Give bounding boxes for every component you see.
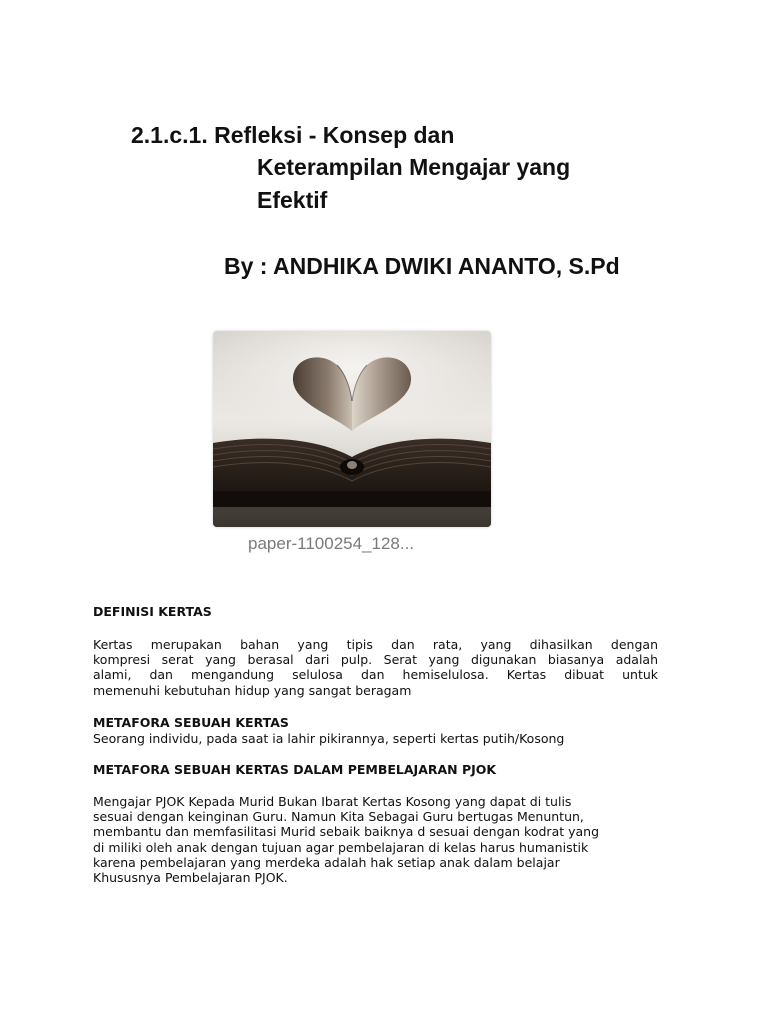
body-line: memenuhi kebutuhan hidup yang sangat beragam bbox=[93, 682, 412, 698]
body-line: membantu dan memfasilitasi Murid sebaik baiknya d sesuai dengan kodrat yang bbox=[93, 824, 600, 840]
section-heading-metafora-pjok: METAFORA SEBUAH KERTAS DALAM PEMBELAJARAN PJOK bbox=[93, 762, 497, 777]
section-body-metafora-pjok bbox=[93, 794, 658, 885]
body-line: alami, dan mengandung selulosa dan hemiselulosa. Kertas dibuat untuk bbox=[93, 667, 658, 683]
body-line: Khususnya Pembelajaran PJOK. bbox=[93, 870, 288, 886]
body-line: di miliki oleh anak dengan tujuan agar pembelajaran di kelas harus humanistik bbox=[93, 839, 589, 855]
section-heading-definisi: DEFINISI KERTAS bbox=[93, 604, 212, 619]
author-line: By : ANDHIKA DWIKI ANANTO, S.Pd bbox=[224, 253, 620, 279]
body-line: Kertas merupakan bahan yang tipis dan rata, yang dihasilkan dengan bbox=[93, 637, 658, 652]
body-line: Seorang individu, pada saat ia lahir pikirannya, seperti kertas putih/Kosong bbox=[93, 731, 565, 746]
document-title-line-3: Efektif bbox=[257, 187, 328, 213]
body-line: Mengajar PJOK Kepada Murid Bukan Ibarat Kertas Kosong yang dapat di tulis bbox=[93, 794, 572, 809]
image-caption: paper-1100254_128... bbox=[248, 534, 415, 553]
section-body-definisi bbox=[93, 637, 658, 698]
heart-book-photo bbox=[213, 331, 491, 527]
section-body-metafora bbox=[93, 731, 658, 746]
document-title-line-2: Keterampilan Mengajar yang bbox=[257, 154, 571, 180]
body-line: karena pembelajaran yang merdeka adalah hak setiap anak dalam belajar bbox=[93, 854, 560, 870]
body-line: kompresi serat yang berasal dari pulp. Serat yang digunakan biasanya adalah bbox=[93, 652, 658, 668]
document-title-line-1: 2.1.c.1. Refleksi - Konsep dan bbox=[131, 122, 455, 148]
body-line: sesuai dengan keinginan Guru. Namun Kita Sebagai Guru bertugas Menuntun, bbox=[93, 809, 584, 825]
section-heading-metafora: METAFORA SEBUAH KERTAS bbox=[93, 715, 289, 730]
